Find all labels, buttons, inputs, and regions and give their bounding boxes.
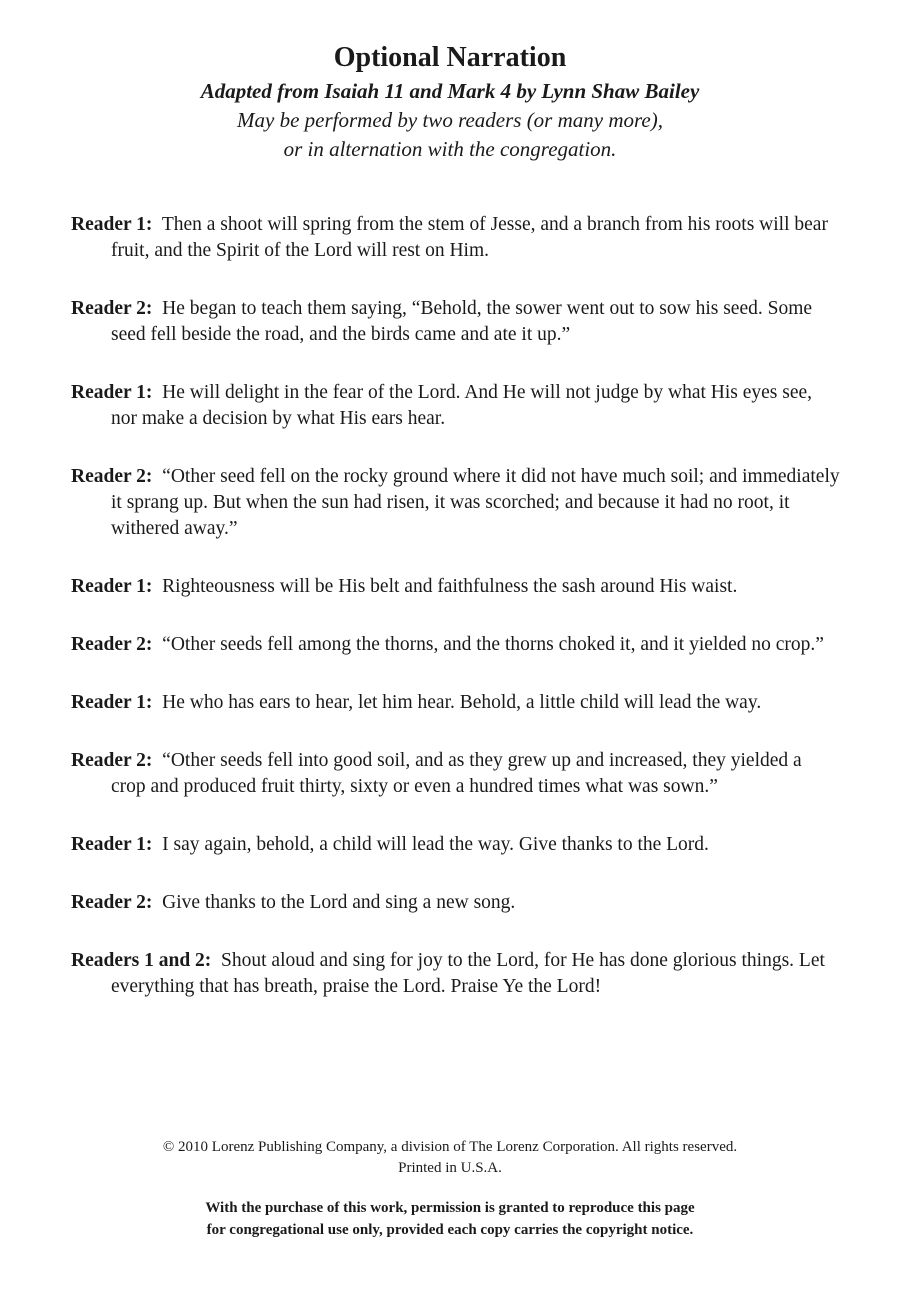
- printed-notice: Printed in U.S.A.: [398, 1160, 502, 1176]
- performance-note-line-1: May be performed by two readers (or many more),: [237, 108, 663, 132]
- narration-entry: [71, 948, 841, 1000]
- speaker-label: Reader 1:: [71, 214, 153, 235]
- narration-entry: [71, 212, 841, 264]
- narration-entry: [71, 464, 841, 542]
- page-title: Optional Narration: [333, 42, 567, 73]
- speaker-label: Reader 2:: [71, 298, 153, 319]
- speaker-label: Readers 1 and 2:: [71, 950, 212, 971]
- performance-note-line-2: or in alternation with the congregation.: [283, 137, 617, 161]
- entry-text: Give thanks to the Lord and sing a new song.: [162, 892, 516, 913]
- speaker-label: Reader 1:: [71, 382, 153, 403]
- entry-text: He who has ears to hear, let him hear. Behold, a little child will lead the way.: [162, 692, 762, 713]
- speaker-label: Reader 2:: [71, 892, 153, 913]
- entry-text: He began to teach them saying, “Behold, the sower went out to sow his seed. Some seed fell beside the road, and the birds came and ate it up.”: [111, 298, 813, 345]
- permission-notice-line-1: With the purchase of this work, permission is granted to reproduce this page: [205, 1200, 695, 1216]
- speaker-label: Reader 1:: [71, 834, 153, 855]
- entry-text: “Other seed fell on the rocky ground where it did not have much soil; and immediately it sprang up. But when the sun had risen, it was scorched; and because it had no root, it withered away.”: [111, 466, 840, 539]
- narration-entry: [71, 296, 841, 348]
- entry-text: He will delight in the fear of the Lord. And He will not judge by what His eyes see, nor make a decision by what His ears hear.: [111, 382, 813, 429]
- narration-list: [71, 212, 841, 1000]
- entry-text: I say again, behold, a child will lead the way. Give thanks to the Lord.: [162, 834, 709, 855]
- speaker-label: Reader 2:: [71, 466, 153, 487]
- entry-text: Then a shoot will spring from the stem of Jesse, and a branch from his roots will bear fruit, and the Spirit of the Lord will rest on Him.: [111, 214, 828, 261]
- permission-notice-line-2: for congregational use only, provided each copy carries the copyright notice.: [206, 1222, 694, 1238]
- entry-text: “Other seeds fell into good soil, and as they grew up and increased, they yielded a crop and produced fruit thirty, sixty or even a hundred times what was sown.”: [111, 750, 802, 797]
- page-subtitle: Adapted from Isaiah 11 and Mark 4 by Lynn Shaw Bailey: [200, 79, 700, 103]
- entry-text: Righteousness will be His belt and faithfulness the sash around His waist.: [162, 576, 738, 597]
- narration-entry: [71, 890, 841, 916]
- narration-entry: [71, 748, 841, 800]
- narration-entry: [71, 632, 841, 658]
- entry-text: “Other seeds fell among the thorns, and the thorns choked it, and it yielded no crop.”: [162, 634, 824, 655]
- speaker-label: Reader 2:: [71, 750, 153, 771]
- page-footer: [0, 1137, 900, 1241]
- copyright-notice: © 2010 Lorenz Publishing Company, a division of The Lorenz Corporation. All rights reserved.: [162, 1139, 738, 1155]
- entry-text: Shout aloud and sing for joy to the Lord, for He has done glorious things. Let everything that has breath, praise the Lord. Praise Ye the Lord!: [111, 950, 825, 997]
- page-header: [0, 40, 900, 164]
- narration-entry: [71, 832, 841, 858]
- narration-entry: [71, 574, 841, 600]
- speaker-label: Reader 1:: [71, 692, 153, 713]
- speaker-label: Reader 1:: [71, 576, 153, 597]
- speaker-label: Reader 2:: [71, 634, 153, 655]
- narration-entry: [71, 380, 841, 432]
- narration-entry: [71, 690, 841, 716]
